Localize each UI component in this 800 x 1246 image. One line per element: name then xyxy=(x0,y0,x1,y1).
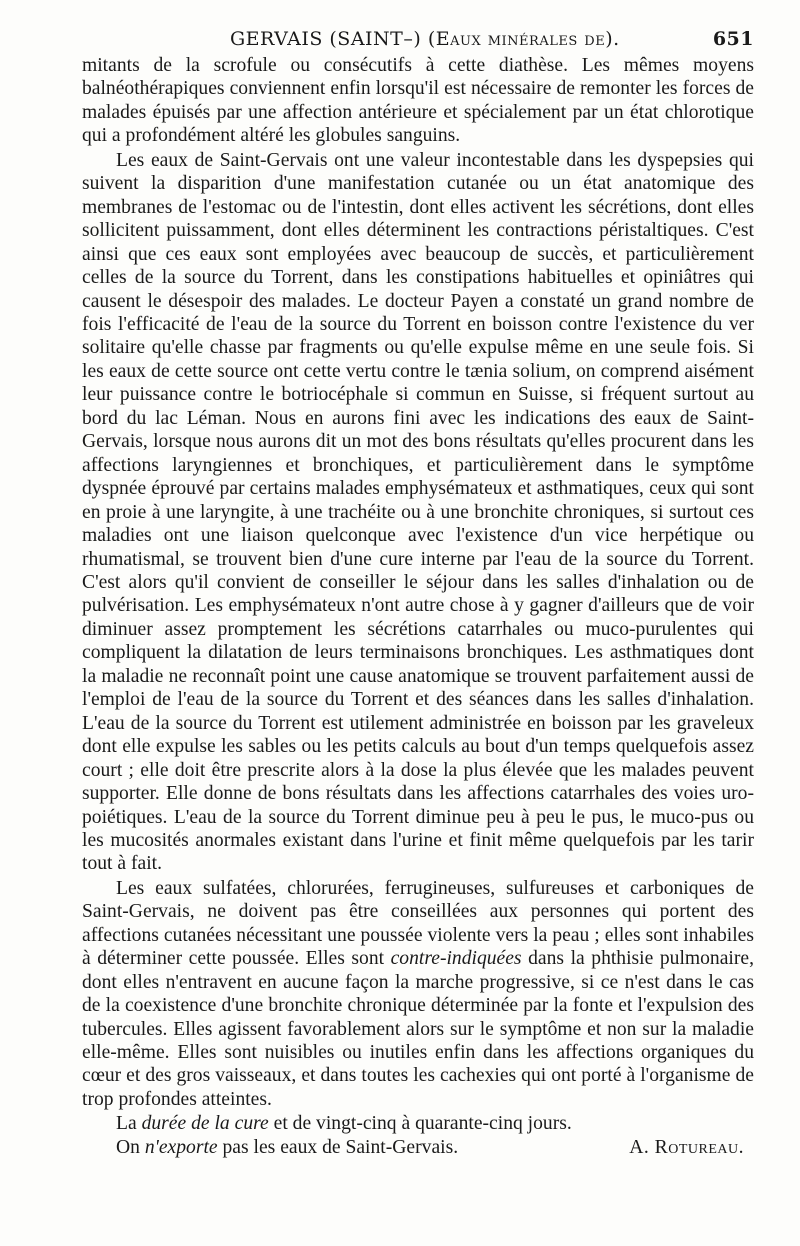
export-line xyxy=(82,1136,754,1159)
article-body xyxy=(82,54,754,1159)
export-emphasis: n'exporte xyxy=(144,1136,218,1158)
duration-text-before: La xyxy=(116,1113,142,1135)
contraindications-emphasis: contre-indiquées xyxy=(390,948,522,970)
export-note xyxy=(116,1136,458,1159)
paragraph-indications: Les eaux de Saint-Gervais ont une valeur incontestable dans les dyspepsies qui suivent la disparition d'une manifestation cutanée ou un état anatomique des membranes de l'estomac ou de l'intestin, dont elles activent les sécrétions, dont elles sollicitent puissamment, dont elles déterminent les contractions péristaltiques. C'est ainsi que ces eaux sont employées avec beaucoup de succès, et particulièrement celles de la source du Torrent, dans les constipations habituelles et opiniâtres qui causent le désespoir des malades. Le docteur Payen a constaté un grand nombre de fois l'efficacité de l'eau de la source du Torrent en boisson contre l'existence du ver solitaire qu'elle chasse par fragments ou qu'elle expulse même en une seule fois. Si les eaux de cette source ont cette vertu contre le tænia solium, on comprend aisément leur puissance contre le botriocéphale si commun en Suisse, si fréquent surtout au bord du lac Léman. Nous en aurons fini avec les indications des eaux de Saint-Gervais, lorsque nous aurons dit un mot des bons résultats qu'elles procurent dans les affections laryngiennes et bronchiques, et particulièrement dans le symptôme dyspnée éprouvé par certains malades emphysémateux et asthmatiques, ceux qui sont en proie à une laryngite, à une trachéite ou à une bronchite chroniques, si surtout ces maladies ont une liaison quelconque avec l'existence d'un vice herpétique ou rhumatismal, se trouvent bien d'une cure interne par l'eau de la source du Torrent. C'est alors qu'il convient de conseiller le séjour dans les salles d'inhalation ou de pulvérisation. Les emphysémateux n'ont autre chose à y gagner d'ailleurs que de voir diminuer assez promptement les sécrétions catarrhales ou muco-purulentes qui compliquent la dilatation de leurs terminaisons bronchiques. Les asthmatiques dont la maladie ne reconnaît point une cause anatomique se trouvent parfaitement aussi de l'emploi de l'eau de la source du Torrent et des séances dans les salles d'inhalation. L'eau de la source du Torrent est utilement administrée en boisson par les graveleux dont elle expulse les sables ou les petits calculs au bout d'un temps quelquefois assez court ; elle doit être prescrite alors à la dose la plus élevée que les malades peuvent supporter. Elle donne de bons résultats dans les affections catarrhales des voies uro-poiétiques. L'eau de la source du Torrent diminue peu à peu le pus, le muco-pus ou les mucosités anormales existant dans l'urine et finit même quelquefois par les tarir tout à fait. xyxy=(82,149,754,875)
author-signature: A. Rotureau. xyxy=(629,1136,744,1158)
export-text-before: On xyxy=(116,1136,145,1158)
running-title-main: GERVAIS (SAINT–) xyxy=(230,28,422,50)
running-title-sub: (Eaux minérales de). xyxy=(427,28,620,50)
paragraph-duration xyxy=(82,1112,754,1135)
export-text-after: pas les eaux de Saint-Gervais. xyxy=(217,1136,459,1158)
duration-emphasis: durée de la cure xyxy=(141,1113,269,1135)
paragraph-continuation: mitants de la scrofule ou consécutifs à cette diathèse. Les mêmes moyens balnéothérapiques conviennent enfin lorsqu'il est nécessaire de remonter les forces de malades épuisés par une affection antérieure et spécialement par un état chlorotique qui a profondément altéré les globules sanguins. xyxy=(82,55,754,147)
contraindications-text-before: Les eaux sulfatées, chlorurées, ferrugineuses, sulfureuses et carboniques de Saint-Gervais, ne doivent pas être conseillées aux personnes qui portent des affections cutanées nécessitant une poussée violente vers la peau ; elles sont inhabiles à déterminer cette poussée. Elles sont xyxy=(82,877,754,970)
paragraph-contraindications xyxy=(82,877,754,1112)
contraindications-text-after: dans la phthisie pulmonaire, dont elles n'entravent en aucune façon la marche progressive, si ce n'est dans le cas de la coexistence d'une bronchite chronique déterminée par la fonte et l'expulsion des tubercules. Elles agissent favorablement alors sur le symptôme et non sur la maladie elle-même. Elles sont nuisibles ou inutiles enfin dans les affections organiques du cœur et des gros vaisseaux, et dans toutes les cachexies qui ont porté à l'organisme de trop profondes atteintes. xyxy=(82,948,754,1110)
duration-text-after: et de vingt-cinq à quarante-cinq jours. xyxy=(268,1113,572,1135)
page-number: 651 xyxy=(712,28,754,50)
running-title xyxy=(230,28,620,50)
running-head xyxy=(230,28,754,54)
